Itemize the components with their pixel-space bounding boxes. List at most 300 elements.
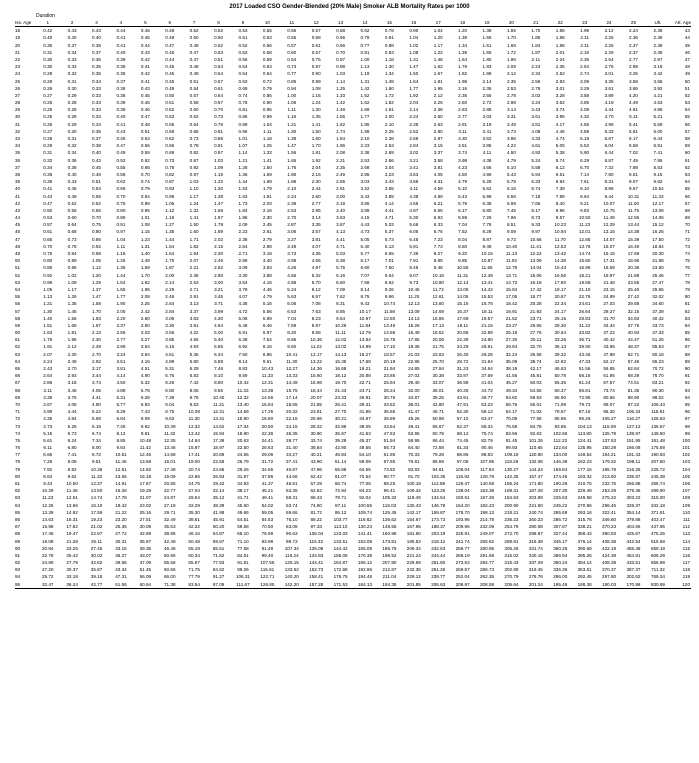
rate-cell-duration-21: 13.09 <box>530 258 542 264</box>
rate-cell-duration-9: 3.09 <box>238 265 248 271</box>
rate-cell-duration-25: 302.62 <box>626 574 641 580</box>
rate-cell-duration-25: 166.06 <box>626 445 641 451</box>
rate-cell-duration-10: 3.18 <box>262 251 272 256</box>
ultimate-rate-cell: 65.23 <box>652 358 664 364</box>
rate-cell-duration-14: 1.99 <box>360 128 370 134</box>
attained-age-cell: 56 <box>684 121 690 127</box>
rate-cell-duration-17: 103.35 <box>431 473 446 479</box>
rate-cell-duration-16: 1.02 <box>409 42 419 48</box>
rate-cell-duration-10: 0.85 <box>262 92 272 98</box>
rate-cell-duration-17: 6.33 <box>433 222 443 228</box>
rate-cell-duration-2: 0.40 <box>67 171 77 177</box>
rate-cell-duration-17: 218.12 <box>431 538 446 544</box>
rate-cell-duration-17: 15.86 <box>432 315 444 321</box>
header-duration-10: 10 <box>255 19 279 27</box>
rate-cell-duration-8: 5.85 <box>214 344 224 350</box>
ultimate-rate-cell: 106.43 <box>650 401 665 407</box>
ultimate-rate-cell: 16.26 <box>652 229 664 235</box>
rate-cell-duration-19: 117.93 <box>480 466 494 472</box>
rate-cell-duration-10: 0.72 <box>262 78 272 84</box>
rate-cell-duration-19: 1.55 <box>482 35 492 41</box>
rate-cell-duration-19: 22.88 <box>481 330 493 336</box>
rate-cell-duration-10: 1.59 <box>262 171 272 177</box>
rate-cell-duration-20: 9.72 <box>506 236 516 242</box>
rate-cell-duration-17: 1.62 <box>433 64 443 70</box>
rate-cell-duration-4: 1.77 <box>116 294 126 300</box>
rate-cell-duration-13: 1.62 <box>336 121 346 127</box>
attained-age-cell: 62 <box>684 164 690 170</box>
rate-cell-duration-23: 36.71 <box>578 337 591 343</box>
rate-cell-duration-14: 3.43 <box>360 193 370 199</box>
rate-cell-duration-18: 8.04 <box>458 236 468 242</box>
rate-cell-duration-9: 2.09 <box>238 222 248 228</box>
issue-age-cell: 28 <box>15 100 21 106</box>
rate-cell-duration-4: 0.44 <box>116 28 126 34</box>
table-header <box>15 19 691 27</box>
rate-cell-duration-17: 112.88 <box>431 481 446 486</box>
rate-cell-duration-10: 0.79 <box>262 85 272 91</box>
header-duration-3: 3 <box>84 19 108 27</box>
rate-cell-duration-25: 16.49 <box>627 243 640 249</box>
rate-cell-duration-16: 195.53 <box>406 538 421 544</box>
ultimate-rate-cell: 3.42 <box>653 71 663 77</box>
rate-cell-duration-10: 0.58 <box>262 49 272 55</box>
rate-cell-duration-4: 10.51 <box>115 452 127 458</box>
issue-age-cell: 90 <box>15 545 21 551</box>
rate-cell-duration-22: 3.52 <box>555 100 565 106</box>
rate-cell-duration-15: 30.76 <box>383 394 396 400</box>
rate-cell-duration-5: 0.70 <box>140 171 150 177</box>
attained-age-cell: 82 <box>684 308 690 314</box>
rate-cell-duration-7: 77.79 <box>188 574 200 580</box>
rate-cell-duration-7: 0.64 <box>189 121 199 127</box>
rate-cell-duration-10: 1.50 <box>262 164 272 170</box>
rate-cell-duration-6: 4.16 <box>165 344 175 350</box>
rate-cell-duration-24: 164.21 <box>602 452 617 458</box>
rate-cell-duration-9: 1.96 <box>238 215 248 221</box>
rate-cell-duration-22: 13.42 <box>554 251 566 256</box>
rate-cell-duration-12: 5.70 <box>311 279 321 285</box>
rate-cell-duration-3: 2.49 <box>92 344 101 350</box>
rate-cell-duration-4: 51.56 <box>109 581 133 589</box>
rate-cell-duration-15: 7.50 <box>384 265 394 271</box>
rate-cell-duration-5: 27.51 <box>139 516 152 522</box>
rate-cell-duration-12: 43.90 <box>310 459 322 465</box>
attained-age-cell: 104 <box>682 466 690 472</box>
rate-cell-duration-22: 102.66 <box>553 430 568 436</box>
rate-cell-duration-1: 1.05 <box>43 286 53 292</box>
rate-cell-duration-9: 3.30 <box>238 272 248 278</box>
rate-cell-duration-5: 0.48 <box>140 121 150 127</box>
rate-cell-duration-15: 23.85 <box>383 373 396 379</box>
rate-cell-duration-22: 28.30 <box>554 322 566 328</box>
rate-cell-duration-18: 138.04 <box>455 488 470 494</box>
rate-cell-duration-10: 31.72 <box>261 459 274 465</box>
rate-cell-duration-12: 13.22 <box>310 358 322 364</box>
rate-cell-duration-12: 3.14 <box>311 215 321 221</box>
rate-cell-duration-9: 10.42 <box>237 380 249 386</box>
rate-cell-duration-19: 214.78 <box>480 516 495 522</box>
rate-cell-duration-12: 2.60 <box>311 193 321 199</box>
rate-cell-duration-5: 2.80 <box>140 322 150 328</box>
rate-cell-duration-24: 137.53 <box>602 437 617 443</box>
issue-age-cell: 32 <box>15 128 21 134</box>
rate-cell-duration-21: 9.97 <box>531 229 541 235</box>
rate-cell-duration-25: 48.37 <box>627 344 640 350</box>
rate-cell-duration-20: 2.78 <box>506 92 516 98</box>
table-row <box>15 372 691 379</box>
rate-cell-duration-20: 1.96 <box>506 56 516 62</box>
rate-cell-duration-5: 0.53 <box>140 136 150 141</box>
rate-cell-duration-12: 33.74 <box>310 437 322 443</box>
header-attained-age: Att. Age <box>670 19 691 27</box>
rate-cell-duration-6: 16.01 <box>164 459 176 465</box>
attained-age-cell: 117 <box>682 560 690 566</box>
rate-cell-duration-14: 109.74 <box>357 509 373 515</box>
rate-cell-duration-8: 0.70 <box>214 107 224 113</box>
rate-cell-duration-9: 31.97 <box>237 473 249 479</box>
ultimate-rate-cell: 245.39 <box>650 473 665 479</box>
table-row <box>15 272 691 279</box>
attained-age-cell: 77 <box>684 272 690 278</box>
rate-cell-duration-18: 15.16 <box>456 301 469 307</box>
rate-cell-duration-22: 134.00 <box>553 452 568 458</box>
issue-age-cell: 83 <box>15 495 21 501</box>
rate-cell-duration-25: 2.37 <box>628 49 638 55</box>
rate-cell-duration-22: 336.36 <box>553 567 568 573</box>
rate-cell-duration-25: 52.71 <box>627 351 640 357</box>
rate-cell-duration-3: 0.34 <box>92 121 101 127</box>
rate-cell-duration-16: 22.86 <box>408 358 420 364</box>
issue-age-cell: 82 <box>15 488 21 494</box>
rate-cell-duration-11: 0.55 <box>287 35 297 41</box>
rate-cell-duration-24: 422.19 <box>602 545 617 551</box>
rate-cell-duration-16: 181.60 <box>406 531 421 537</box>
rate-cell-duration-11: 63.74 <box>286 502 298 508</box>
rate-cell-duration-19: 262.35 <box>480 574 495 580</box>
table-row <box>15 545 691 552</box>
rate-cell-duration-11: 9.60 <box>287 344 297 350</box>
rate-cell-duration-13: 3.87 <box>336 222 346 228</box>
rate-cell-duration-22: 7.39 <box>555 186 565 192</box>
rate-cell-duration-19: 4.66 <box>482 164 492 170</box>
rate-cell-duration-16: 154.67 <box>406 516 421 522</box>
rate-cell-duration-11: 1.56 <box>287 150 297 156</box>
rate-cell-duration-12: 7.63 <box>311 308 321 314</box>
rate-cell-duration-10: 0.64 <box>262 71 272 77</box>
rate-cell-duration-6: 0.48 <box>165 28 175 34</box>
attained-age-cell: 96 <box>684 409 690 415</box>
rate-cell-duration-24: 43.95 <box>603 344 615 350</box>
ultimate-rate-cell: 25.46 <box>652 272 664 278</box>
rate-cell-duration-6: 2.64 <box>165 301 175 307</box>
rate-cell-duration-15: 80.77 <box>383 473 396 479</box>
rate-cell-duration-14: 4.73 <box>360 229 370 235</box>
rate-cell-duration-13: 23.33 <box>334 394 347 400</box>
rate-cell-duration-24: 96.30 <box>603 409 615 415</box>
rate-cell-duration-16: 2.04 <box>409 100 419 106</box>
rate-cell-duration-22: 190.26 <box>553 481 568 486</box>
rate-cell-duration-8: 9.56 <box>214 387 224 393</box>
rate-cell-duration-21: 12.22 <box>530 251 542 256</box>
rate-cell-duration-20: 7.45 <box>506 207 516 213</box>
rate-cell-duration-1: 24.89 <box>41 560 54 566</box>
rate-cell-duration-23: 3.09 <box>580 78 590 84</box>
rate-cell-duration-19: 3.86 <box>482 143 492 149</box>
rate-cell-duration-5: 0.47 <box>140 114 150 120</box>
rate-cell-duration-19: 10.15 <box>481 251 493 256</box>
rate-cell-duration-20: 8.51 <box>506 222 516 228</box>
attained-age-cell: 112 <box>682 524 690 530</box>
rate-cell-duration-7: 8.06 <box>189 387 199 393</box>
rate-cell-duration-15: 105.32 <box>382 495 397 501</box>
rate-cell-duration-8: 5.40 <box>214 337 224 343</box>
table-row <box>15 200 691 207</box>
table-row <box>15 78 691 85</box>
rate-cell-duration-15: 21.94 <box>383 366 396 371</box>
rate-cell-duration-25: 29.68 <box>627 301 640 307</box>
rate-cell-duration-19: 29.26 <box>481 351 493 357</box>
rate-cell-duration-12: 97.33 <box>310 524 322 530</box>
rate-cell-duration-20: 236.23 <box>504 516 519 522</box>
rate-cell-duration-15: 160.98 <box>382 531 397 537</box>
rate-cell-duration-7: 0.97 <box>189 171 199 177</box>
rate-cell-duration-8: 1.47 <box>214 200 224 206</box>
rate-cell-duration-2: 0.73 <box>67 236 77 242</box>
rate-cell-duration-12: 1.08 <box>311 85 321 91</box>
rate-cell-duration-6: 1.35 <box>165 229 175 235</box>
rate-cell-duration-24: 2.29 <box>604 49 614 55</box>
issue-age-cell: 50 <box>15 258 21 264</box>
rate-cell-duration-14: 8.14 <box>360 286 370 292</box>
rate-cell-duration-1: 29.72 <box>41 574 54 580</box>
rate-cell-duration-11: 7.59 <box>287 322 297 328</box>
rate-cell-duration-23: 61.24 <box>578 380 591 386</box>
rate-cell-duration-23: 124.41 <box>577 437 592 443</box>
rate-cell-duration-20: 45.27 <box>505 380 518 386</box>
rate-cell-duration-9: 29.26 <box>237 466 249 472</box>
rate-cell-duration-3: 2.70 <box>92 351 101 357</box>
rate-cell-duration-5: 2.09 <box>140 294 150 300</box>
rate-cell-duration-9: 1.63 <box>238 193 248 199</box>
rate-cell-duration-6: 35.53 <box>164 524 176 530</box>
rate-cell-duration-16: 232.36 <box>406 567 421 573</box>
rate-cell-duration-10: 8.16 <box>262 344 272 350</box>
rate-cell-duration-1: 0.42 <box>43 28 53 34</box>
rate-cell-duration-20: 254.79 <box>504 524 519 530</box>
rate-cell-duration-7: 0.50 <box>189 35 199 41</box>
rate-cell-duration-2: 0.30 <box>67 85 77 91</box>
rate-cell-duration-14: 1.62 <box>360 100 370 106</box>
rate-cell-duration-2: 0.29 <box>67 92 77 98</box>
rate-cell-duration-15: 115.02 <box>382 502 397 508</box>
rate-cell-duration-18: 10.55 <box>456 265 469 271</box>
rate-cell-duration-10: 3.63 <box>262 265 272 271</box>
table-row <box>15 559 691 566</box>
rate-cell-duration-14: 77.08 <box>359 481 371 486</box>
rate-cell-duration-1: 1.91 <box>43 344 53 350</box>
rate-cell-duration-14: 194.48 <box>357 574 373 580</box>
rate-cell-duration-19: 208.58 <box>475 581 499 589</box>
header-duration-2: 2 <box>60 19 84 27</box>
rate-cell-duration-3: 0.80 <box>92 229 101 235</box>
rate-cell-duration-10: 1.18 <box>262 136 272 141</box>
rate-cell-duration-21: 4.08 <box>531 128 541 134</box>
rate-cell-duration-16: 6.91 <box>409 243 419 249</box>
rate-cell-duration-25: 303.22 <box>626 495 641 501</box>
rate-cell-duration-19: 2.88 <box>482 107 492 113</box>
rate-cell-duration-8: 0.57 <box>214 78 224 84</box>
rate-cell-duration-17: 33.07 <box>432 380 444 386</box>
rate-cell-duration-5: 8.82 <box>140 423 150 429</box>
rate-cell-duration-21: 120.90 <box>528 452 543 458</box>
rate-cell-duration-2: 0.60 <box>67 215 77 221</box>
rate-cell-duration-4: 0.45 <box>116 136 126 141</box>
rate-cell-duration-2: 8.82 <box>67 466 77 472</box>
rate-cell-duration-23: 7.14 <box>580 171 590 177</box>
rate-cell-duration-25: 81.35 <box>627 387 640 393</box>
rate-cell-duration-21: 25.65 <box>530 322 542 328</box>
issue-age-cell: 73 <box>15 423 21 429</box>
rate-cell-duration-11: 26.35 <box>286 430 298 436</box>
rate-cell-duration-10: 24.41 <box>261 437 274 443</box>
rate-cell-duration-2: 0.43 <box>67 179 77 185</box>
rate-cell-duration-3: 32.82 <box>90 560 103 566</box>
rate-cell-duration-14: 0.78 <box>360 35 370 41</box>
rate-cell-duration-13: 7.09 <box>336 286 346 292</box>
rate-cell-duration-12: 30.90 <box>310 430 322 436</box>
rate-cell-duration-5: 0.95 <box>140 207 150 213</box>
rate-cell-duration-4: 2.56 <box>116 330 126 336</box>
rate-cell-duration-16: 41.47 <box>408 409 420 415</box>
rate-cell-duration-22: 3.01 <box>555 85 565 91</box>
rate-cell-duration-8: 0.81 <box>214 128 224 134</box>
rate-cell-duration-10: 22.36 <box>261 430 274 436</box>
rate-cell-duration-14: 13.84 <box>359 337 371 343</box>
rate-cell-duration-13: 0.70 <box>336 49 346 55</box>
issue-age-cell: 18 <box>15 28 21 34</box>
rate-cell-duration-6: 0.52 <box>165 107 175 113</box>
rate-cell-duration-11: 0.85 <box>287 78 297 84</box>
rate-cell-duration-18: 47.91 <box>456 401 469 407</box>
rate-cell-duration-18: 7.52 <box>458 229 468 235</box>
rate-cell-duration-6: 5.31 <box>165 366 175 371</box>
rate-cell-duration-11: 2.10 <box>287 186 297 192</box>
rate-cell-duration-22: 327.44 <box>553 531 568 537</box>
rate-cell-duration-3: 0.35 <box>92 128 101 134</box>
rate-cell-duration-2: 2.70 <box>67 366 77 371</box>
header-duration-9: 9 <box>231 19 255 27</box>
rate-cell-duration-6: 9.53 <box>165 416 175 422</box>
rate-cell-duration-6: 0.45 <box>165 64 175 70</box>
rate-cell-duration-1: 8.64 <box>43 473 53 479</box>
issue-age-cell: 48 <box>15 243 21 249</box>
rate-cell-duration-25: 7.02 <box>628 150 638 156</box>
rate-cell-duration-19: 2.55 <box>482 92 492 98</box>
attained-age-cell: 89 <box>684 358 690 364</box>
table-row <box>15 308 691 315</box>
rate-cell-duration-12: 6.57 <box>311 294 321 300</box>
rate-cell-duration-16: 1.47 <box>409 64 419 70</box>
rate-cell-duration-25: 57.46 <box>627 358 640 364</box>
rate-cell-duration-24: 2.12 <box>604 28 614 34</box>
rate-cell-duration-4: 6.28 <box>116 409 126 415</box>
rate-cell-duration-1: 1.13 <box>43 294 53 300</box>
issue-age-cell: 34 <box>15 143 21 149</box>
rate-cell-duration-24: 40.42 <box>603 337 615 343</box>
attained-age-cell: 72 <box>684 236 690 242</box>
rate-cell-duration-19: 18.11 <box>481 308 493 314</box>
rate-cell-duration-7: 17.41 <box>188 452 200 458</box>
rate-cell-duration-11: 2.38 <box>287 200 297 206</box>
rate-cell-duration-6: 0.73 <box>165 157 175 163</box>
rate-cell-duration-4: 36.27 <box>115 552 127 558</box>
rate-cell-duration-23: 43.45 <box>578 351 591 357</box>
rate-cell-duration-19: 10.87 <box>481 258 493 264</box>
attained-age-cell: 116 <box>682 552 690 558</box>
rate-cell-duration-17: 2.38 <box>433 107 443 113</box>
rate-cell-duration-19: 1.80 <box>482 56 492 62</box>
rate-cell-duration-3: 13.50 <box>90 488 103 494</box>
ultimate-rate-cell: 34.60 <box>652 301 664 307</box>
rate-cell-duration-7: 42.22 <box>188 524 200 530</box>
rate-cell-duration-14: 2.68 <box>360 164 370 170</box>
rate-cell-duration-23: 9.21 <box>580 200 590 206</box>
rate-cell-duration-18: 7.04 <box>458 222 468 228</box>
rate-cell-duration-1: 0.61 <box>43 229 53 235</box>
rate-cell-duration-6: 46.48 <box>164 545 176 551</box>
rate-cell-duration-18: 40.28 <box>456 387 469 393</box>
rate-cell-duration-17: 79.28 <box>432 452 444 458</box>
rate-cell-duration-14: 14.99 <box>359 344 371 350</box>
rate-cell-duration-2: 6.80 <box>67 445 77 451</box>
rate-cell-duration-15: 7.01 <box>384 258 394 264</box>
rate-cell-duration-25: 3.58 <box>628 78 638 84</box>
rate-cell-duration-22: 26.15 <box>554 315 566 321</box>
rate-cell-duration-14: 153.09 <box>357 538 373 544</box>
rate-cell-duration-5: 1.08 <box>140 222 150 228</box>
rate-cell-duration-3: 7.34 <box>92 437 101 443</box>
rate-cell-duration-9: 111.67 <box>231 581 255 589</box>
rate-cell-duration-9: 84.51 <box>237 552 249 558</box>
rate-cell-duration-15: 2.38 <box>384 136 394 141</box>
rate-cell-duration-7: 46.16 <box>188 531 200 537</box>
rate-cell-duration-9: 0.51 <box>238 35 248 41</box>
rate-cell-duration-7: 0.78 <box>189 143 199 149</box>
rate-cell-duration-14: 45.37 <box>359 437 371 443</box>
rate-cell-duration-18: 1.34 <box>458 42 468 48</box>
issue-age-cell: 33 <box>15 136 21 141</box>
rate-cell-duration-13: 14.13 <box>334 351 347 357</box>
rate-cell-duration-20: 130.27 <box>504 466 519 472</box>
rate-cell-duration-13: 155.09 <box>333 552 348 558</box>
issue-age-cell: 78 <box>15 459 21 465</box>
table-row <box>15 458 691 465</box>
rate-cell-duration-22: 159.84 <box>553 466 568 472</box>
rate-cell-duration-20: 200.90 <box>504 502 519 508</box>
rate-cell-duration-11: 1.47 <box>287 143 297 149</box>
rate-cell-duration-25: 138.97 <box>626 430 641 436</box>
rate-cell-duration-9: 2.23 <box>238 229 248 235</box>
ultimate-rate-cell: 27.47 <box>652 279 664 285</box>
rate-cell-duration-23: 19.58 <box>578 279 591 285</box>
rate-cell-duration-18: 273.53 <box>455 560 470 566</box>
rate-cell-duration-8: 35.12 <box>212 495 225 501</box>
rate-cell-duration-13: 9.54 <box>336 315 346 321</box>
rate-cell-duration-11: 58.31 <box>286 495 298 501</box>
rate-cell-duration-9: 5.48 <box>238 322 248 328</box>
rate-cell-duration-23: 9.83 <box>580 207 590 213</box>
